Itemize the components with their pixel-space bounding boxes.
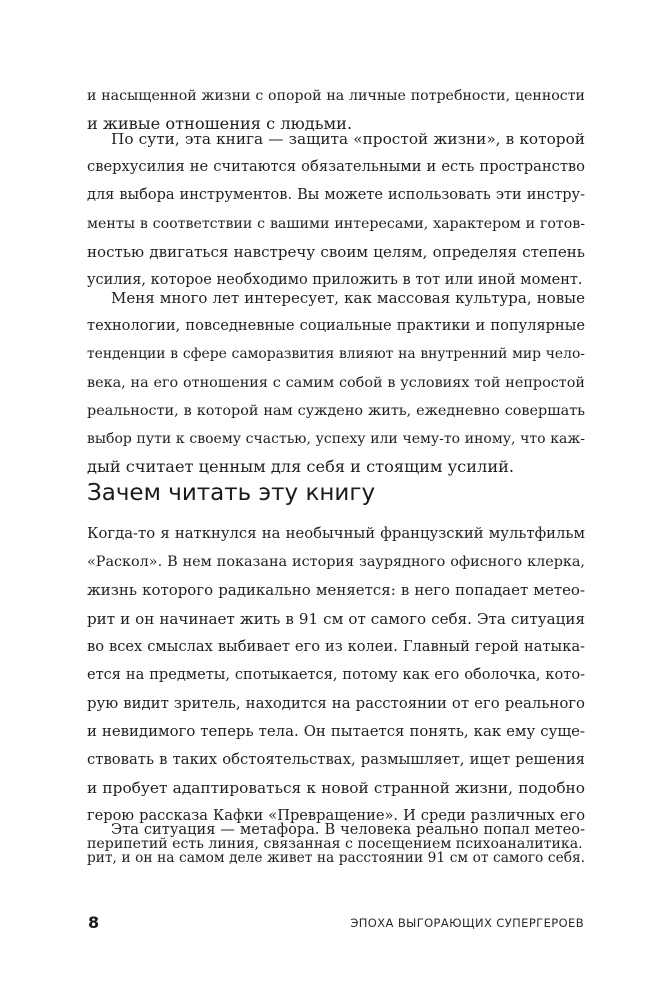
text-line: для выбора инструментов. Вы можете использовать эти инстру- <box>87 187 585 204</box>
text-line: ствовать в таких обстоятельствах, размышляет, ищет решения <box>87 750 585 768</box>
text-line: Меня много лет интересует, как массовая культура, новые <box>111 289 585 307</box>
text-line: дый считает ценным для себя и стоящим усилий. <box>87 457 515 477</box>
text-line: рую видит зритель, находится на расстоянии от его реального <box>87 694 585 713</box>
text-line: технологии, повседневные социальные практики и популярные <box>87 317 585 335</box>
section-heading: Зачем читать эту книгу <box>87 480 376 506</box>
text-line: выбор пути к своему счастью, успеху или чему-то иному, что каж- <box>87 430 585 447</box>
paragraph-cartoon-story <box>87 520 585 858</box>
text-line: Когда-то я наткнулся на необычный французский мультфильм <box>87 525 585 542</box>
text-line: усилия, которое необходимо приложить в тот или иной момент. <box>87 271 583 288</box>
text-line: перипетий есть линия, связанная с посещением психоаналитика. <box>87 836 583 853</box>
text-line: века, на его отношения с самим собой в условиях той непростой <box>87 374 585 391</box>
page-number: 8 <box>88 913 100 932</box>
paragraph-metaphor <box>87 816 585 872</box>
text-line: и живые отношения с людьми. <box>87 114 353 134</box>
text-line: менты в соответствии с вашими интересами, характером и готов- <box>87 215 585 232</box>
text-line: сверхусилия не считаются обязательными и есть пространство <box>87 158 585 176</box>
text-line: Эта ситуация — метафора. В человека реально попал метео- <box>111 821 585 838</box>
text-line: По сути, эта книга — защита «простой жизни», в которой <box>111 130 585 148</box>
text-line: ется на предметы, спотыкается, потому как его оболочка, кото- <box>87 665 585 683</box>
text-line: герою рассказа Кафки «Превращение». И среди различных его <box>87 806 585 824</box>
running-head-book-title: ЭПОХА ВЫГОРАЮЩИХ СУПЕРГЕРОЕВ <box>350 916 584 930</box>
text-line: «Раскол». В нем показана история заурядного офисного клерка, <box>87 554 585 571</box>
paragraph-author-interest <box>87 284 585 481</box>
text-line: во всех смыслах выбивает его из колеи. Главный герой натыка- <box>87 637 585 655</box>
text-line: жизнь которого радикально меняется: в него попадает метео- <box>87 581 585 600</box>
text-line: ностью двигаться навстречу своим целям, определяя степень <box>87 242 585 261</box>
text-line: реальности, в которой нам суждено жить, ежедневно совершать <box>87 402 585 419</box>
text-line: и невидимого теперь тела. Он пытается понять, как ему суще- <box>87 722 585 741</box>
text-line: и пробует адаптироваться к новой странной жизни, подобно <box>87 778 585 797</box>
text-line: рит, и он на самом деле живет на расстоянии 91 см от самого себя. <box>87 850 585 867</box>
text-line: тенденции в сфере саморазвития влияют на внутренний мир чело- <box>87 346 585 363</box>
paragraph-simple-life <box>87 125 585 294</box>
text-line: и насыщенной жизни с опорой на личные потребности, ценности <box>87 88 585 104</box>
text-line: рит и он начинает жить в 91 см от самого себя. Эта ситуация <box>87 609 585 628</box>
